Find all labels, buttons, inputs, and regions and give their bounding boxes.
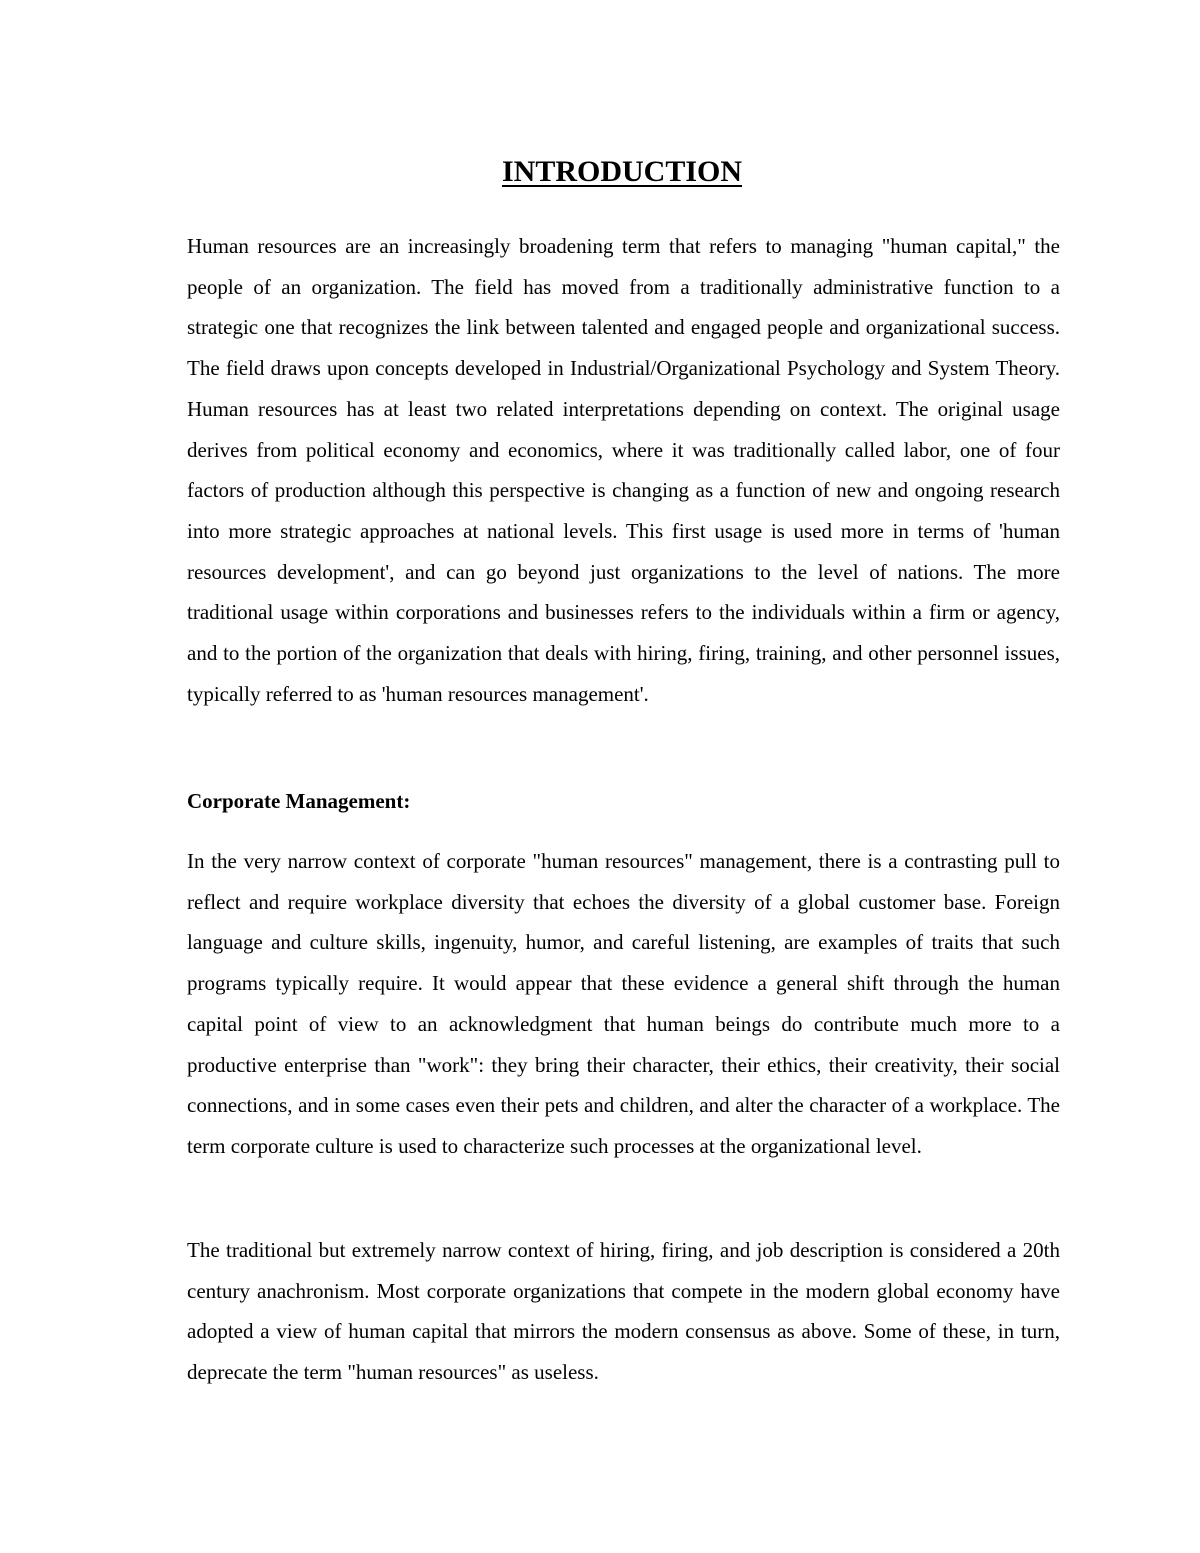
corporate-paragraph: In the very narrow context of corporate "human resources" management, there is a contrasting pull to reflect and require workplace diversity that echoes the diversity of a global customer base. Foreign language and culture skills, ingenuity, humor, and careful listening, are examples of traits that such programs typically require. It would appear that these evidence a general shift through the human capital point of view to an acknowledgment that human beings do contribute much more to a productive enterprise than "work": they bring their character, their ethics, their creativity, their social connections, and in some cases even their pets and children, and alter the character of a workplace. The term corporate culture is used to characterize such processes at the organizational level.: [187, 849, 1060, 1158]
traditional-paragraph: The traditional but extremely narrow context of hiring, firing, and job description is considered a 20th century anachronism. Most corporate organizations that compete in the modern global economy have adopted a view of human capital that mirrors the modern consensus as above. Some of these, in turn, deprecate the term "human resources" as useless.: [187, 1238, 1060, 1385]
intro-paragraph: Human resources are an increasingly broadening term that refers to managing "human capital," the people of an organization. The field has moved from a traditionally administrative function to a strategic one that recognizes the link between talented and engaged people and organizational success. The field draws upon concepts developed in Industrial/Organizational Psychology and System Theory. Human resources has at least two related interpretations depending on context. The original usage derives from political economy and economics, where it was traditionally called labor, one of four factors of production although this perspective is changing as a function of new and ongoing research into more strategic approaches at national levels. This first usage is used more in terms of 'human resources development', and can go beyond just organizations to the level of nations. The more traditional usage within corporations and businesses refers to the individuals within a firm or agency, and to the portion of the organization that deals with hiring, firing, training, and other personnel issues, typically referred to as 'human resources management'.: [187, 234, 1060, 706]
section-heading: Corporate Management:: [187, 789, 411, 813]
page-title: INTRODUCTION: [501, 155, 743, 188]
